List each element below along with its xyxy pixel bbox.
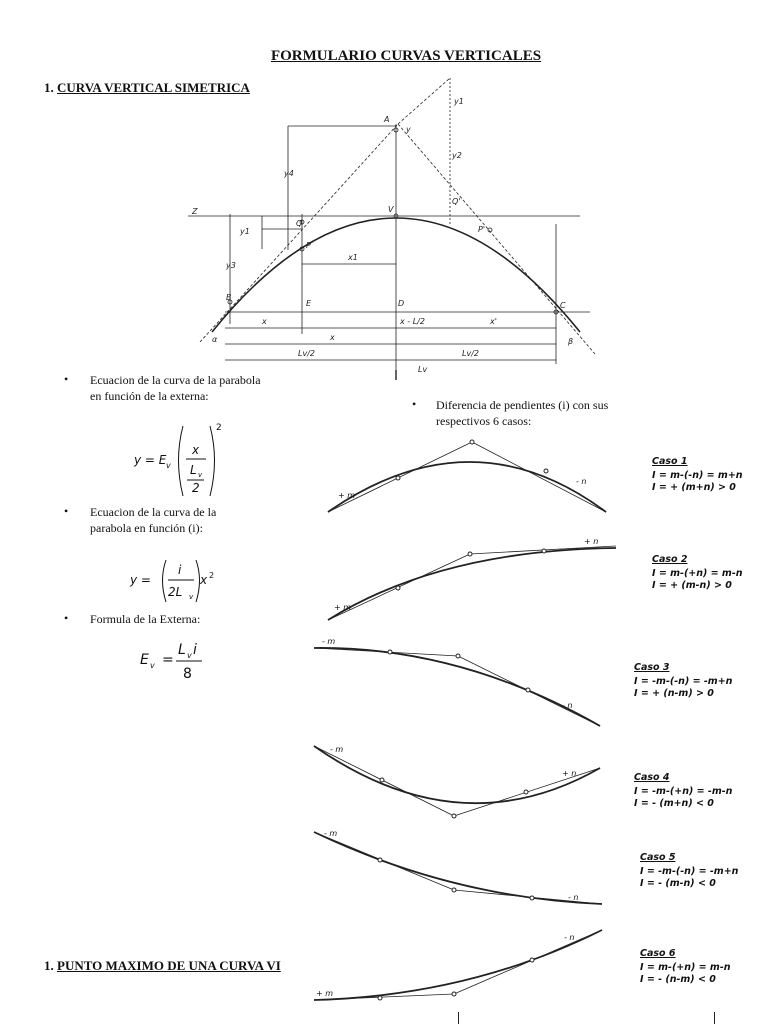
formula-pendientes xyxy=(128,556,228,606)
case-formula: I = + (m+n) > 0 xyxy=(652,482,736,493)
case-formula: I = -m-(+n) = -m-n xyxy=(634,786,733,797)
formula-exp: 2 xyxy=(209,571,215,580)
formula-den-num: L xyxy=(190,463,197,477)
formula-den-sub: v xyxy=(198,471,203,479)
formula-den: 8 xyxy=(183,666,192,682)
label-xprime: x' xyxy=(490,317,497,326)
label-p2: P' xyxy=(478,225,486,234)
case-text-4 xyxy=(634,772,732,810)
label-y1: y1 xyxy=(240,227,250,236)
case-formula: I = + (n-m) > 0 xyxy=(634,688,714,699)
formula-num-tail: i xyxy=(193,642,197,658)
bullet-text-line: Diferencia de pendientes (i) con sus xyxy=(436,398,609,412)
bullet-text-line: en función de la externa: xyxy=(90,389,209,403)
case-diagram-3 xyxy=(310,636,610,730)
slope-label: - n xyxy=(576,477,587,486)
formula-exp: 2 xyxy=(216,423,222,433)
bullet-text-line: Ecuacion de la curva de la xyxy=(90,505,217,519)
slope-label: + m xyxy=(338,491,356,500)
case-diagram-5 xyxy=(310,828,610,908)
case-title: Caso 1 xyxy=(652,456,688,467)
vertical-curve-diagram xyxy=(170,74,610,384)
bullet-marker: • xyxy=(64,611,69,625)
label-p: P xyxy=(306,241,311,250)
case-formula: I = - (m+n) < 0 xyxy=(634,798,714,809)
label-v: V xyxy=(388,205,394,214)
slope-label: - n xyxy=(564,933,575,942)
bullet-list-item xyxy=(412,397,608,429)
bullet-text-line: parabola en función (i): xyxy=(90,521,203,535)
case-formula: I = m-(+n) = m-n xyxy=(652,568,743,579)
formula-sub: v xyxy=(150,661,155,670)
bullet-list-item xyxy=(64,611,200,627)
formula-num: L xyxy=(178,642,186,658)
bullet-list-item xyxy=(64,372,261,404)
bullet-text-line: Formula de la Externa: xyxy=(90,612,201,626)
slope-label: + m xyxy=(334,603,352,612)
label-e: E xyxy=(306,299,312,308)
case-title: Caso 2 xyxy=(652,554,688,565)
case-formula: I = - (m-n) < 0 xyxy=(640,878,716,889)
slope-label: - m xyxy=(330,745,344,754)
label-y4: y4 xyxy=(284,169,294,178)
label-x-small: x xyxy=(262,317,267,326)
formula-lhs: y = xyxy=(130,573,151,587)
case-diagram-6 xyxy=(310,924,610,1004)
slope-label: - m xyxy=(322,637,336,646)
case-diagram-1 xyxy=(320,436,620,520)
formula-den-sub: v xyxy=(189,593,194,601)
label-b: B xyxy=(226,293,232,302)
label-q: Q xyxy=(296,219,303,228)
case-text-1 xyxy=(652,456,743,494)
upper-dashed xyxy=(398,78,450,124)
slope-label: - n xyxy=(568,893,579,902)
slope-label: - n xyxy=(562,701,573,710)
case-diagram-4 xyxy=(310,742,610,822)
bullet-list-item xyxy=(64,504,216,536)
formula-den-den: 2 xyxy=(192,481,200,495)
case-title: Caso 5 xyxy=(640,852,676,863)
bullet-marker: • xyxy=(64,372,69,386)
case-formula: I = + (m-n) > 0 xyxy=(652,580,732,591)
label-y1-top: y1 xyxy=(454,97,464,106)
slope-label: + n xyxy=(562,769,577,778)
case-text-2 xyxy=(652,554,743,592)
section-heading-2 xyxy=(44,958,281,974)
case-text-6 xyxy=(640,948,731,986)
formula-lhs: y = E xyxy=(134,453,167,467)
case-formula: I = -m-(-n) = -m+n xyxy=(640,866,739,877)
case-text-5 xyxy=(640,852,738,890)
bullet-text-line: respectivos 6 casos: xyxy=(436,414,532,428)
case-formula: I = m-(+n) = m-n xyxy=(640,962,731,973)
formula-num-sub: v xyxy=(187,651,192,660)
formula-external xyxy=(130,416,230,500)
bullet-marker: • xyxy=(412,397,417,411)
case-title: Caso 3 xyxy=(634,662,670,673)
case-title: Caso 4 xyxy=(634,772,670,783)
label-y2-top: y2 xyxy=(452,151,462,160)
label-d: D xyxy=(398,299,405,308)
label-q2: Q' xyxy=(452,197,461,206)
slope-label: - m xyxy=(324,829,338,838)
formula-sub: v xyxy=(166,461,171,470)
label-a: A xyxy=(384,115,390,124)
label-beta: β xyxy=(568,337,574,346)
case-title: Caso 6 xyxy=(640,948,676,959)
case-text-3 xyxy=(634,662,732,700)
section-label: CURVA VERTICAL SIMETRICA xyxy=(57,80,250,95)
formula-externa xyxy=(136,634,216,684)
bullet-marker: • xyxy=(64,504,69,518)
formula-num: x xyxy=(192,443,200,457)
section-label: PUNTO MAXIMO DE UNA CURVA VI xyxy=(57,958,281,973)
label-alpha: α xyxy=(212,335,218,344)
label-lv2b: Lv/2 xyxy=(462,349,479,358)
divider xyxy=(458,1012,459,1024)
formula-lhs: E xyxy=(140,652,149,668)
label-lv2a: Lv/2 xyxy=(298,349,315,358)
slope-label: + m xyxy=(316,989,334,998)
slope-label: + n xyxy=(584,537,599,546)
label-x1: x1 xyxy=(348,253,358,262)
label-lv: Lv xyxy=(418,365,428,374)
label-y: y xyxy=(406,125,411,134)
case-diagram-2 xyxy=(320,536,620,626)
label-y3: y3 xyxy=(226,261,236,270)
section-number: 1. xyxy=(44,958,54,973)
bullet-text-line: Ecuacion de la curva de la parabola xyxy=(90,373,261,387)
formula-tail: x xyxy=(200,573,208,587)
label-z: Z xyxy=(192,207,198,216)
label-x: x xyxy=(330,333,335,342)
page-title: FORMULARIO CURVAS VERTICALES xyxy=(270,48,542,64)
section-number: 1. xyxy=(44,80,54,95)
label-xm: x - L/2 xyxy=(400,317,425,326)
case-formula: I = m-(-n) = m+n xyxy=(652,470,743,481)
formula-den: 2L xyxy=(168,585,183,599)
formula-eq: = xyxy=(162,652,174,668)
case-formula: I = - (n-m) < 0 xyxy=(640,974,716,985)
formula-num: i xyxy=(178,563,182,577)
divider xyxy=(714,1012,715,1024)
case-formula: I = -m-(-n) = -m+n xyxy=(634,676,733,687)
label-c: C xyxy=(560,301,566,310)
